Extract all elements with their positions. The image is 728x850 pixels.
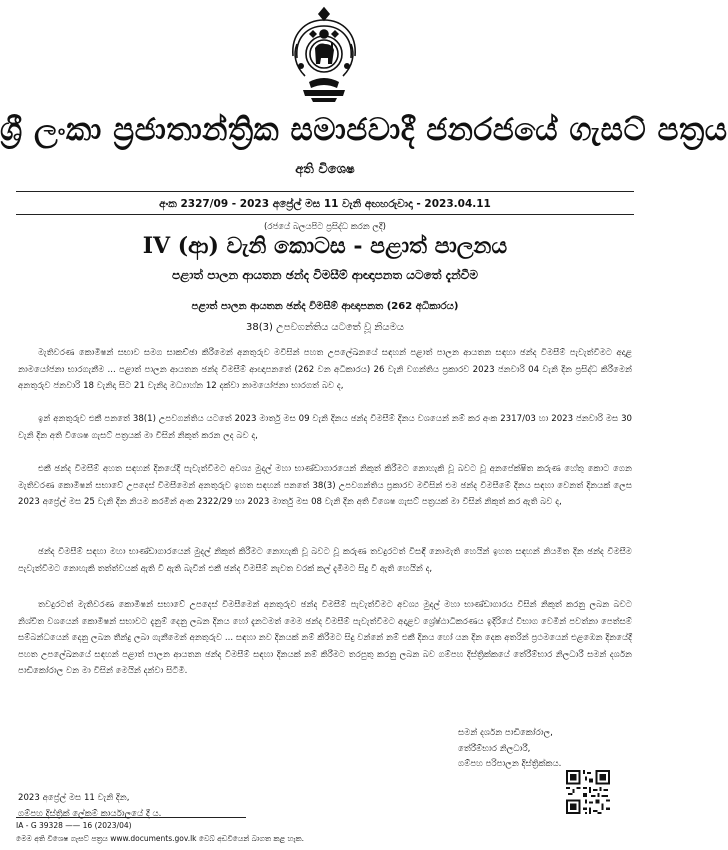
part-title: IV (ආ) වැනි කොටස - පළාත් පාලනය [142,233,508,259]
notice-subheading: 38(3) උපවගන්තිය යටතේ වූ නියමය [246,322,404,333]
qr-code-icon [566,770,610,814]
signatory-district: ගම්පහ පරිපාලන දිස්ත්‍රික්කය. [458,759,562,769]
gazette-title: ශ්‍රී ලංකා ප්‍රජාතාන්ත්‍රික සමාජවාදී ජනරජයේ ගැසට් පත්‍රය [0,112,728,148]
paragraph-1: මැතිවරණ කොමිෂන් සභාව සමග සාකච්ඡා කිරීමෙන් අනතුරුව මවිසින් පහත උපලේඛනයේ සඳහන් පළාත් පාලන ආයතන සඳහා ඡන්ද විමසීම් පැවැත්වීමට අදාළ නාමයෝජනා භාරගැනීම ... පළාත් පාලන ආයතන ඡන්ද විමසීම් ආඥාපනතේ (262 වන අධිකාරය) 26 වැනි වගන්තිය ප්‍රකාරව 2023 ජනවාරි 04 වැනි දින ප්‍රසිද්ධ කිරීමෙන් අනතුරුව ජනවාරි 18 වැනිදා සිට 21 වැනිදා මධ්‍යාහ්න 12 දක්වා නාමයෝජනා භාරගත් බව ද, [18,348,632,392]
notice-place: ගම්පහ දිස්ත්‍රික් ලේකම් කාර්යාලයේ දී ය. [18,808,162,819]
signature-block [458,726,638,773]
paragraph-3: එකී ඡන්ද විමසීම් අහත සඳහන් දිනයේදී පැවැත්වීමට අවශ්‍ය මුදල් මහා භාණ්ඩාගාරයෙන් නිකුත් කිරීමට නොහැකි වූ බවට වූ අනපේක්ෂිත කරුණ හේතු කොට ගෙන මැතිවරණ කොමිෂන් සභාවේ උපදෙස් විමසීමෙන් අනතුරුව ඉහත සඳහන් පනතේ 38(3) උපවගන්තිය ප්‍රකාරව මවිසින් එම ඡන්ද විමසීමේ දිනය සඳහා වෙනත් දිනයක් ලෙස 2023 අප්‍රේල් මස 25 වැනි දින නියම කරමින් අංක 2322/29 හා 2023 මාර්තු මස 08 වැනි දින අති විශෙෂ ගැසට් පත්‍රයක් මා විසින් නිකුත් කර ඇති බව ද, [18,464,632,508]
published-by-authority: (රජයේ බලයපිට ප්‍රසිද්ධ කරන ලදී) [264,222,386,232]
national-emblem-icon [285,4,363,104]
notice-heading: පළාත් පාලන ආයතන ඡන්ද විමසීම් ආඥාපනත (262 අධිකාරය) [191,301,459,312]
issue-line: අංක 2327/09 - 2023 අප්‍රේල් මස 11 වැනි අඟහරුවාදා - 2023.04.11 [159,198,491,210]
paragraph-2: ඉන් අනතුරුව එකී පනතේ 38(1) උපවගන්තිය යටතේ 2023 මාර්තු මස 09 වැනි දිනය ඡන්ද විමසීම් දිනය වශයෙන් නම් කර අංක 2317/03 හා 2023 ජනවාරි මස 30 වැනි දින අති විශෙෂ ගැසට් පත්‍රයක් මා විසින් නිකුත් කරන ලද බව ද, [18,414,632,441]
footer-code: IA - G 39328 —— 16 (2023/04) [16,821,132,830]
header-rule-top [16,191,634,192]
paragraph-4: ඡන්ද විමසීම් සඳහා මහා භාණ්ඩාගාරයෙන් මුදල් නිකුත් කිරීමට නොහැකි වූ බවට වූ කරුණ තවදුරටත් විසඳී නොමැති හෙයින් ඉහත සඳහන් නියමිත දින ඡන්ද විමසීම පැවැත්වීමට නොහැකි තත්ත්වයක් ඇති වී ඇති බැවින් එකී ඡන්ද විමසීම් නැවත වරක් කල් දැමීමට සිදු වී ඇති හෙයින් ද, [18,547,632,574]
notice-subtitle: පළාත් පාලන ආයතන ඡන්ද විමසීම් ආඥාපනත යටතේ දැන්වීම [172,268,478,282]
paragraph-5: තවදුරටත් මැතිවරණ කොමිෂන් සභාවේ උපදෙස් විමසීමෙන් අනතුරුව ඡන්ද විමසීම් පැවැත්වීමට අවශ්‍ය මුදල් මහා භාණ්ඩාගාරය විසින් නිකුත් කරනු ලබන බවට නිශ්චිත වශයෙන් කොමිෂන් සභාවට දැනුම් දෙනු ලබන දිනය හෝ දැනටමත් මෙම ඡන්ද විමසීම් පැවැත්වීමට අදාළව ශ්‍රේෂ්ඨාධිකරණය ඉදිරියේ විභාග වෙමින් පවත්නා පෙත්සම් සම්බන්ධයෙන් දෙනු ලබන තීන්දු ලබා ගැනීමෙන් අනතුරුව ... සඳහා නව දිනයක් නම් කිරීමට සිදු වන්නේ නම් එකී දිනය හෝ යන දින දෙක අතරින් ප්‍රථමයෙන් එළඹෙන දිනයේදී පහත උපලේඛනයේ සඳහන් පළාත් පාලන ආයතන ඡන්ද විමසීම් සඳහා දිනයක් නම් කිරීමට තරපුතු කරනු ලබන බව ගම්පහ දිස්ත්‍රික්කයේ තේරීම්භාර නිලධාරී සමන් දර්ශන පාඩිකෝරාල වන මා විසින් මෙයින් දන්වා සිටිමි. [18,600,632,677]
signatory-title: තේරීම්භාර නිලධාරී, [458,743,531,754]
notice-date: 2023 අප්‍රේල් මස 11 වැනි දින, [18,793,130,803]
header-rule-bottom [16,214,634,215]
signatory-name: සමන් දර්ශන පාඩිකෝරාල, [458,728,553,738]
footer-website-note: මෙම අති විශෙෂ ගැසට් පත්‍රය www.documents.gov.lk වෙබ් අඩවියෙන් බාගත කළ හැක. [16,834,305,843]
extraordinary-label: අති විශෙෂ [295,162,355,177]
footer-rule [16,817,246,818]
